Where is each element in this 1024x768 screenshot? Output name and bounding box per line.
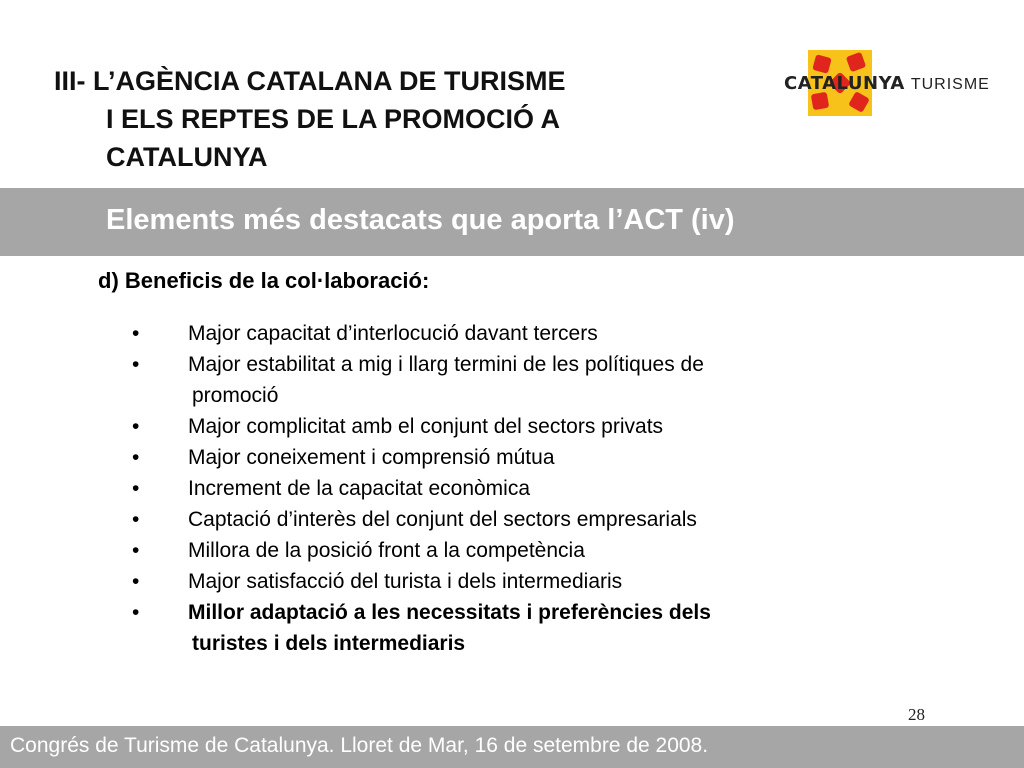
band-title: Elements més destacats que aporta l’ACT (iv) bbox=[106, 204, 735, 236]
list-item bbox=[132, 597, 972, 659]
list-item bbox=[132, 349, 972, 411]
bullet-icon: • bbox=[132, 477, 140, 500]
title-line-2: I ELS REPTES DE LA PROMOCIÓ A bbox=[106, 104, 561, 134]
bullet-icon: • bbox=[132, 322, 140, 345]
list-item bbox=[132, 442, 972, 473]
list-item-text: Major estabilitat a mig i llarg termini de les polítiques de bbox=[188, 353, 704, 376]
list-item-continuation: promoció bbox=[192, 384, 279, 407]
bullet-icon: • bbox=[132, 508, 140, 531]
list-item bbox=[132, 473, 972, 504]
list-item bbox=[132, 535, 972, 566]
title-line-1: III- L’AGÈNCIA CATALANA DE TURISME bbox=[54, 66, 566, 96]
bullet-icon: • bbox=[132, 539, 140, 562]
list-item-text: Captació d’interès del conjunt del sectors empresarials bbox=[188, 508, 697, 531]
logo-brand: CATALUNYA bbox=[784, 73, 905, 94]
list-item-text: Major complicitat amb el conjunt del sectors privats bbox=[188, 415, 664, 438]
list-item-continuation: turistes i dels intermediaris bbox=[192, 632, 466, 655]
logo-subtitle: TURISME bbox=[910, 76, 990, 93]
list-item-text: Millor adaptació a les necessitats i preferències dels bbox=[188, 601, 711, 624]
list-item bbox=[132, 504, 972, 535]
bullet-icon: • bbox=[132, 446, 140, 469]
footer-text: Congrés de Turisme de Catalunya. Lloret de Mar, 16 de setembre de 2008. bbox=[10, 734, 709, 757]
list-item-text: Major coneixement i comprensió mútua bbox=[188, 446, 555, 469]
list-item bbox=[132, 566, 972, 597]
slide-title bbox=[54, 62, 754, 176]
logo-wordmark bbox=[784, 73, 990, 94]
page-number: 28 bbox=[908, 705, 925, 724]
list-item-text: Major satisfacció del turista i dels intermediaris bbox=[188, 570, 623, 593]
section-heading: d) Beneficis de la col·laboració: bbox=[98, 268, 430, 293]
list-item bbox=[132, 318, 972, 349]
section-band bbox=[0, 188, 1024, 256]
footer-band bbox=[0, 726, 1024, 768]
list-item-text: Major capacitat d’interlocució davant tercers bbox=[188, 322, 598, 345]
title-line-3: CATALUNYA bbox=[106, 142, 268, 172]
bullet-icon: • bbox=[132, 353, 140, 376]
bullet-icon: • bbox=[132, 570, 140, 593]
list-item-text: Millora de la posició front a la competència bbox=[188, 539, 585, 562]
bullet-list bbox=[132, 318, 972, 659]
list-item-text: Increment de la capacitat econòmica bbox=[188, 477, 531, 500]
list-item bbox=[132, 411, 972, 442]
bullet-icon: • bbox=[132, 415, 140, 438]
catalunya-turisme-logo bbox=[784, 48, 990, 118]
bullet-icon: • bbox=[132, 601, 140, 624]
